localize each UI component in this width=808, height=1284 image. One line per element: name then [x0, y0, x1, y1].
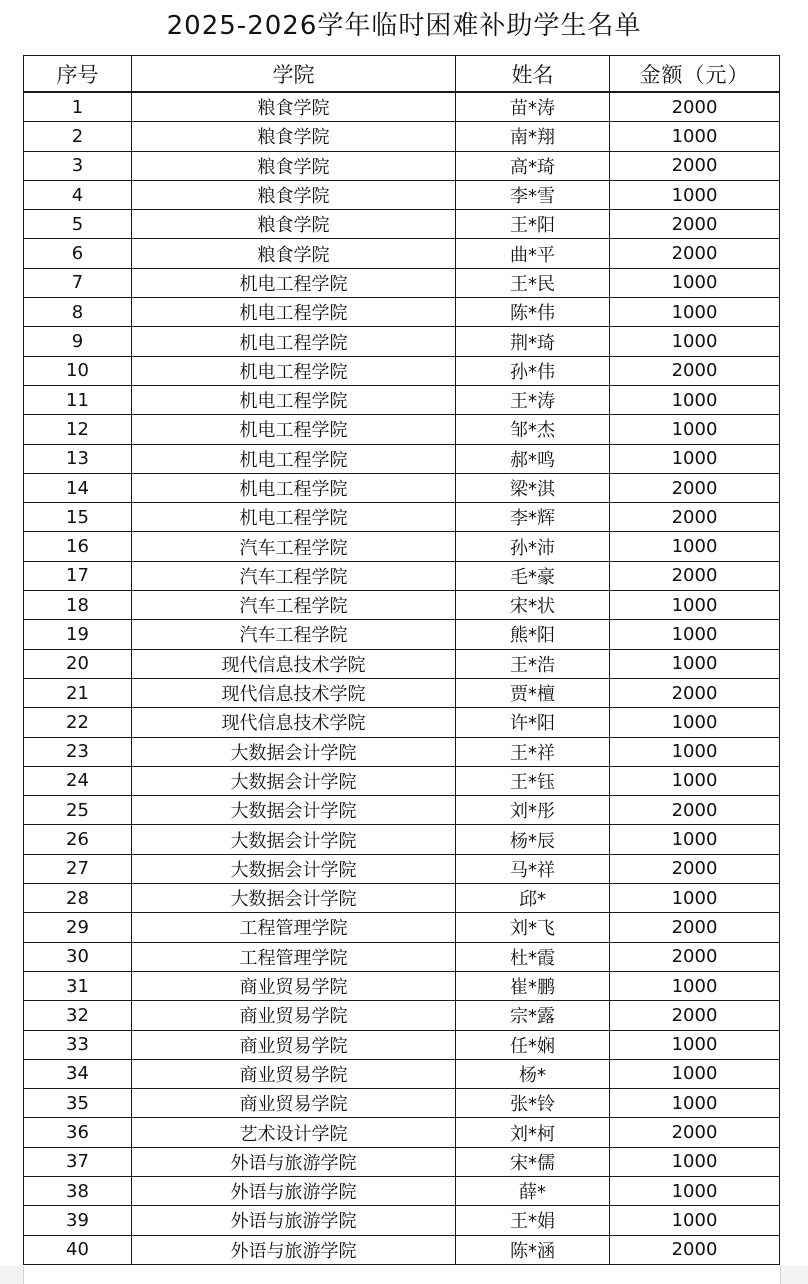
cell-name: 高*琦: [456, 151, 610, 180]
cell-college: 大数据会计学院: [132, 766, 456, 795]
cell-name: 刘*柯: [456, 1118, 610, 1147]
cell-amount: 2000: [610, 503, 780, 532]
table-row: [24, 268, 780, 297]
table-row: [24, 1235, 780, 1264]
cell-name: 刘*彤: [456, 796, 610, 825]
cell-amount: 1000: [610, 1089, 780, 1118]
cell-index: 31: [24, 971, 132, 1000]
cell-college: 大数据会计学院: [132, 825, 456, 854]
cell-amount: 1000: [610, 1206, 780, 1235]
cell-college: 商业贸易学院: [132, 1030, 456, 1059]
cell-amount: 2000: [610, 1001, 780, 1030]
cell-name: 苗*涛: [456, 92, 610, 122]
cell-index: 7: [24, 268, 132, 297]
cell-index: 30: [24, 942, 132, 971]
table-row: [24, 591, 780, 620]
cell-amount: 1000: [610, 591, 780, 620]
cell-name: 南*翔: [456, 122, 610, 151]
cell-amount: 2000: [610, 92, 780, 122]
cell-name: 熊*阳: [456, 620, 610, 649]
cell-index: 24: [24, 766, 132, 795]
cell-name: 马*祥: [456, 854, 610, 883]
cell-index: 2: [24, 122, 132, 151]
cell-index: 38: [24, 1176, 132, 1205]
table-row: [24, 92, 780, 122]
cell-amount: 1000: [610, 737, 780, 766]
cell-amount: 2000: [610, 151, 780, 180]
cell-index: 10: [24, 356, 132, 385]
table-row: [24, 971, 780, 1000]
table-row: [24, 327, 780, 356]
cell-amount: 1000: [610, 884, 780, 913]
cell-name: 薛*: [456, 1176, 610, 1205]
cell-name: 梁*淇: [456, 473, 610, 502]
table-row: [24, 884, 780, 913]
table-row: [24, 210, 780, 239]
table-body: [24, 92, 780, 1264]
cell-index: 9: [24, 327, 132, 356]
cell-name: 王*浩: [456, 649, 610, 678]
cell-name: 陈*涵: [456, 1235, 610, 1264]
cell-college: 大数据会计学院: [132, 884, 456, 913]
header-amount: 金额（元）: [610, 56, 780, 93]
cell-college: 机电工程学院: [132, 415, 456, 444]
cell-index: 21: [24, 678, 132, 707]
table-header-row: [24, 56, 780, 93]
next-page-edge: [23, 1266, 781, 1284]
cell-college: 工程管理学院: [132, 942, 456, 971]
cell-amount: 1000: [610, 532, 780, 561]
cell-college: 机电工程学院: [132, 327, 456, 356]
cell-college: 汽车工程学院: [132, 561, 456, 590]
table-row: [24, 708, 780, 737]
cell-name: 宗*露: [456, 1001, 610, 1030]
cell-name: 陈*伟: [456, 298, 610, 327]
cell-college: 商业贸易学院: [132, 1001, 456, 1030]
cell-amount: 1000: [610, 971, 780, 1000]
cell-college: 外语与旅游学院: [132, 1176, 456, 1205]
cell-name: 贾*檀: [456, 678, 610, 707]
cell-index: 40: [24, 1235, 132, 1264]
cell-name: 王*民: [456, 268, 610, 297]
cell-college: 大数据会计学院: [132, 796, 456, 825]
cell-name: 任*娴: [456, 1030, 610, 1059]
cell-name: 王*祥: [456, 737, 610, 766]
table-row: [24, 503, 780, 532]
cell-index: 35: [24, 1089, 132, 1118]
cell-college: 粮食学院: [132, 92, 456, 122]
table-row: [24, 825, 780, 854]
cell-amount: 1000: [610, 122, 780, 151]
cell-name: 宋*状: [456, 591, 610, 620]
cell-amount: 2000: [610, 942, 780, 971]
cell-name: 许*阳: [456, 708, 610, 737]
cell-amount: 1000: [610, 444, 780, 473]
cell-college: 现代信息技术学院: [132, 708, 456, 737]
cell-amount: 2000: [610, 1235, 780, 1264]
cell-amount: 1000: [610, 327, 780, 356]
cell-index: 6: [24, 239, 132, 268]
cell-index: 28: [24, 884, 132, 913]
cell-amount: 2000: [610, 473, 780, 502]
cell-name: 杜*霞: [456, 942, 610, 971]
cell-name: 邹*杰: [456, 415, 610, 444]
cell-name: 王*涛: [456, 385, 610, 414]
cell-college: 汽车工程学院: [132, 532, 456, 561]
header-index: 序号: [24, 56, 132, 93]
cell-index: 23: [24, 737, 132, 766]
cell-name: 刘*飞: [456, 913, 610, 942]
table-row: [24, 913, 780, 942]
cell-amount: 1000: [610, 1030, 780, 1059]
cell-index: 18: [24, 591, 132, 620]
cell-college: 粮食学院: [132, 151, 456, 180]
cell-index: 22: [24, 708, 132, 737]
header-college: 学院: [132, 56, 456, 93]
cell-college: 商业贸易学院: [132, 971, 456, 1000]
cell-name: 杨*: [456, 1059, 610, 1088]
cell-college: 机电工程学院: [132, 356, 456, 385]
cell-amount: 1000: [610, 766, 780, 795]
table-row: [24, 1206, 780, 1235]
cell-index: 25: [24, 796, 132, 825]
cell-college: 粮食学院: [132, 122, 456, 151]
table-row: [24, 561, 780, 590]
cell-index: 36: [24, 1118, 132, 1147]
cell-name: 张*铃: [456, 1089, 610, 1118]
table-row: [24, 766, 780, 795]
cell-index: 34: [24, 1059, 132, 1088]
cell-college: 商业贸易学院: [132, 1089, 456, 1118]
cell-college: 汽车工程学院: [132, 620, 456, 649]
cell-college: 大数据会计学院: [132, 737, 456, 766]
cell-index: 14: [24, 473, 132, 502]
table-row: [24, 415, 780, 444]
cell-index: 32: [24, 1001, 132, 1030]
cell-amount: 1000: [610, 649, 780, 678]
cell-amount: 1000: [610, 620, 780, 649]
cell-amount: 2000: [610, 854, 780, 883]
cell-college: 机电工程学院: [132, 503, 456, 532]
cell-amount: 1000: [610, 268, 780, 297]
cell-college: 粮食学院: [132, 210, 456, 239]
cell-amount: 1000: [610, 708, 780, 737]
cell-college: 商业贸易学院: [132, 1059, 456, 1088]
cell-index: 4: [24, 180, 132, 209]
cell-college: 汽车工程学院: [132, 591, 456, 620]
cell-name: 宋*儒: [456, 1147, 610, 1176]
cell-amount: 2000: [610, 561, 780, 590]
cell-amount: 1000: [610, 825, 780, 854]
page-title: 2025-2026学年临时困难补助学生名单: [166, 11, 642, 41]
table-row: [24, 620, 780, 649]
table-row: [24, 122, 780, 151]
cell-college: 粮食学院: [132, 239, 456, 268]
table-row: [24, 356, 780, 385]
cell-college: 现代信息技术学院: [132, 678, 456, 707]
table-row: [24, 180, 780, 209]
cell-name: 邱*: [456, 884, 610, 913]
cell-amount: 2000: [610, 1118, 780, 1147]
cell-name: 李*雪: [456, 180, 610, 209]
cell-index: 1: [24, 92, 132, 122]
cell-amount: 1000: [610, 415, 780, 444]
cell-name: 王*娟: [456, 1206, 610, 1235]
header-name: 姓名: [456, 56, 610, 93]
cell-name: 孙*沛: [456, 532, 610, 561]
table-row: [24, 942, 780, 971]
table-row: [24, 678, 780, 707]
table-row: [24, 1176, 780, 1205]
table-row: [24, 796, 780, 825]
cell-index: 12: [24, 415, 132, 444]
cell-amount: 2000: [610, 210, 780, 239]
table-row: [24, 385, 780, 414]
cell-college: 机电工程学院: [132, 298, 456, 327]
cell-college: 机电工程学院: [132, 385, 456, 414]
cell-amount: 2000: [610, 678, 780, 707]
cell-college: 机电工程学院: [132, 473, 456, 502]
cell-amount: 2000: [610, 796, 780, 825]
cell-college: 粮食学院: [132, 180, 456, 209]
cell-name: 孙*伟: [456, 356, 610, 385]
cell-college: 机电工程学院: [132, 444, 456, 473]
cell-amount: 2000: [610, 356, 780, 385]
cell-index: 13: [24, 444, 132, 473]
cell-amount: 1000: [610, 180, 780, 209]
cell-name: 李*辉: [456, 503, 610, 532]
cell-index: 19: [24, 620, 132, 649]
cell-college: 外语与旅游学院: [132, 1206, 456, 1235]
cell-college: 大数据会计学院: [132, 854, 456, 883]
cell-name: 荆*琦: [456, 327, 610, 356]
cell-name: 郝*鸣: [456, 444, 610, 473]
cell-amount: 2000: [610, 913, 780, 942]
cell-index: 11: [24, 385, 132, 414]
cell-index: 3: [24, 151, 132, 180]
table-row: [24, 649, 780, 678]
table-row: [24, 239, 780, 268]
cell-amount: 1000: [610, 1176, 780, 1205]
cell-index: 37: [24, 1147, 132, 1176]
cell-amount: 1000: [610, 385, 780, 414]
table-row: [24, 854, 780, 883]
cell-name: 曲*平: [456, 239, 610, 268]
table-row: [24, 1001, 780, 1030]
cell-index: 5: [24, 210, 132, 239]
cell-index: 26: [24, 825, 132, 854]
cell-name: 毛*豪: [456, 561, 610, 590]
table-row: [24, 1059, 780, 1088]
cell-index: 39: [24, 1206, 132, 1235]
cell-name: 杨*辰: [456, 825, 610, 854]
table-row: [24, 151, 780, 180]
table-row: [24, 737, 780, 766]
cell-college: 机电工程学院: [132, 268, 456, 297]
table-row: [24, 532, 780, 561]
student-list-table: [23, 55, 780, 1265]
cell-amount: 2000: [610, 239, 780, 268]
cell-amount: 1000: [610, 298, 780, 327]
table-row: [24, 473, 780, 502]
cell-college: 艺术设计学院: [132, 1118, 456, 1147]
cell-index: 17: [24, 561, 132, 590]
table-row: [24, 298, 780, 327]
table-row: [24, 1089, 780, 1118]
cell-index: 20: [24, 649, 132, 678]
cell-college: 外语与旅游学院: [132, 1235, 456, 1264]
cell-college: 外语与旅游学院: [132, 1147, 456, 1176]
table-row: [24, 1147, 780, 1176]
cell-index: 16: [24, 532, 132, 561]
cell-college: 现代信息技术学院: [132, 649, 456, 678]
table-row: [24, 1118, 780, 1147]
cell-index: 27: [24, 854, 132, 883]
table-row: [24, 1030, 780, 1059]
cell-amount: 1000: [610, 1147, 780, 1176]
cell-index: 8: [24, 298, 132, 327]
cell-index: 29: [24, 913, 132, 942]
cell-college: 工程管理学院: [132, 913, 456, 942]
cell-name: 王*阳: [456, 210, 610, 239]
cell-index: 15: [24, 503, 132, 532]
cell-name: 崔*鹏: [456, 971, 610, 1000]
cell-amount: 1000: [610, 1059, 780, 1088]
cell-index: 33: [24, 1030, 132, 1059]
cell-name: 王*钰: [456, 766, 610, 795]
table-row: [24, 444, 780, 473]
